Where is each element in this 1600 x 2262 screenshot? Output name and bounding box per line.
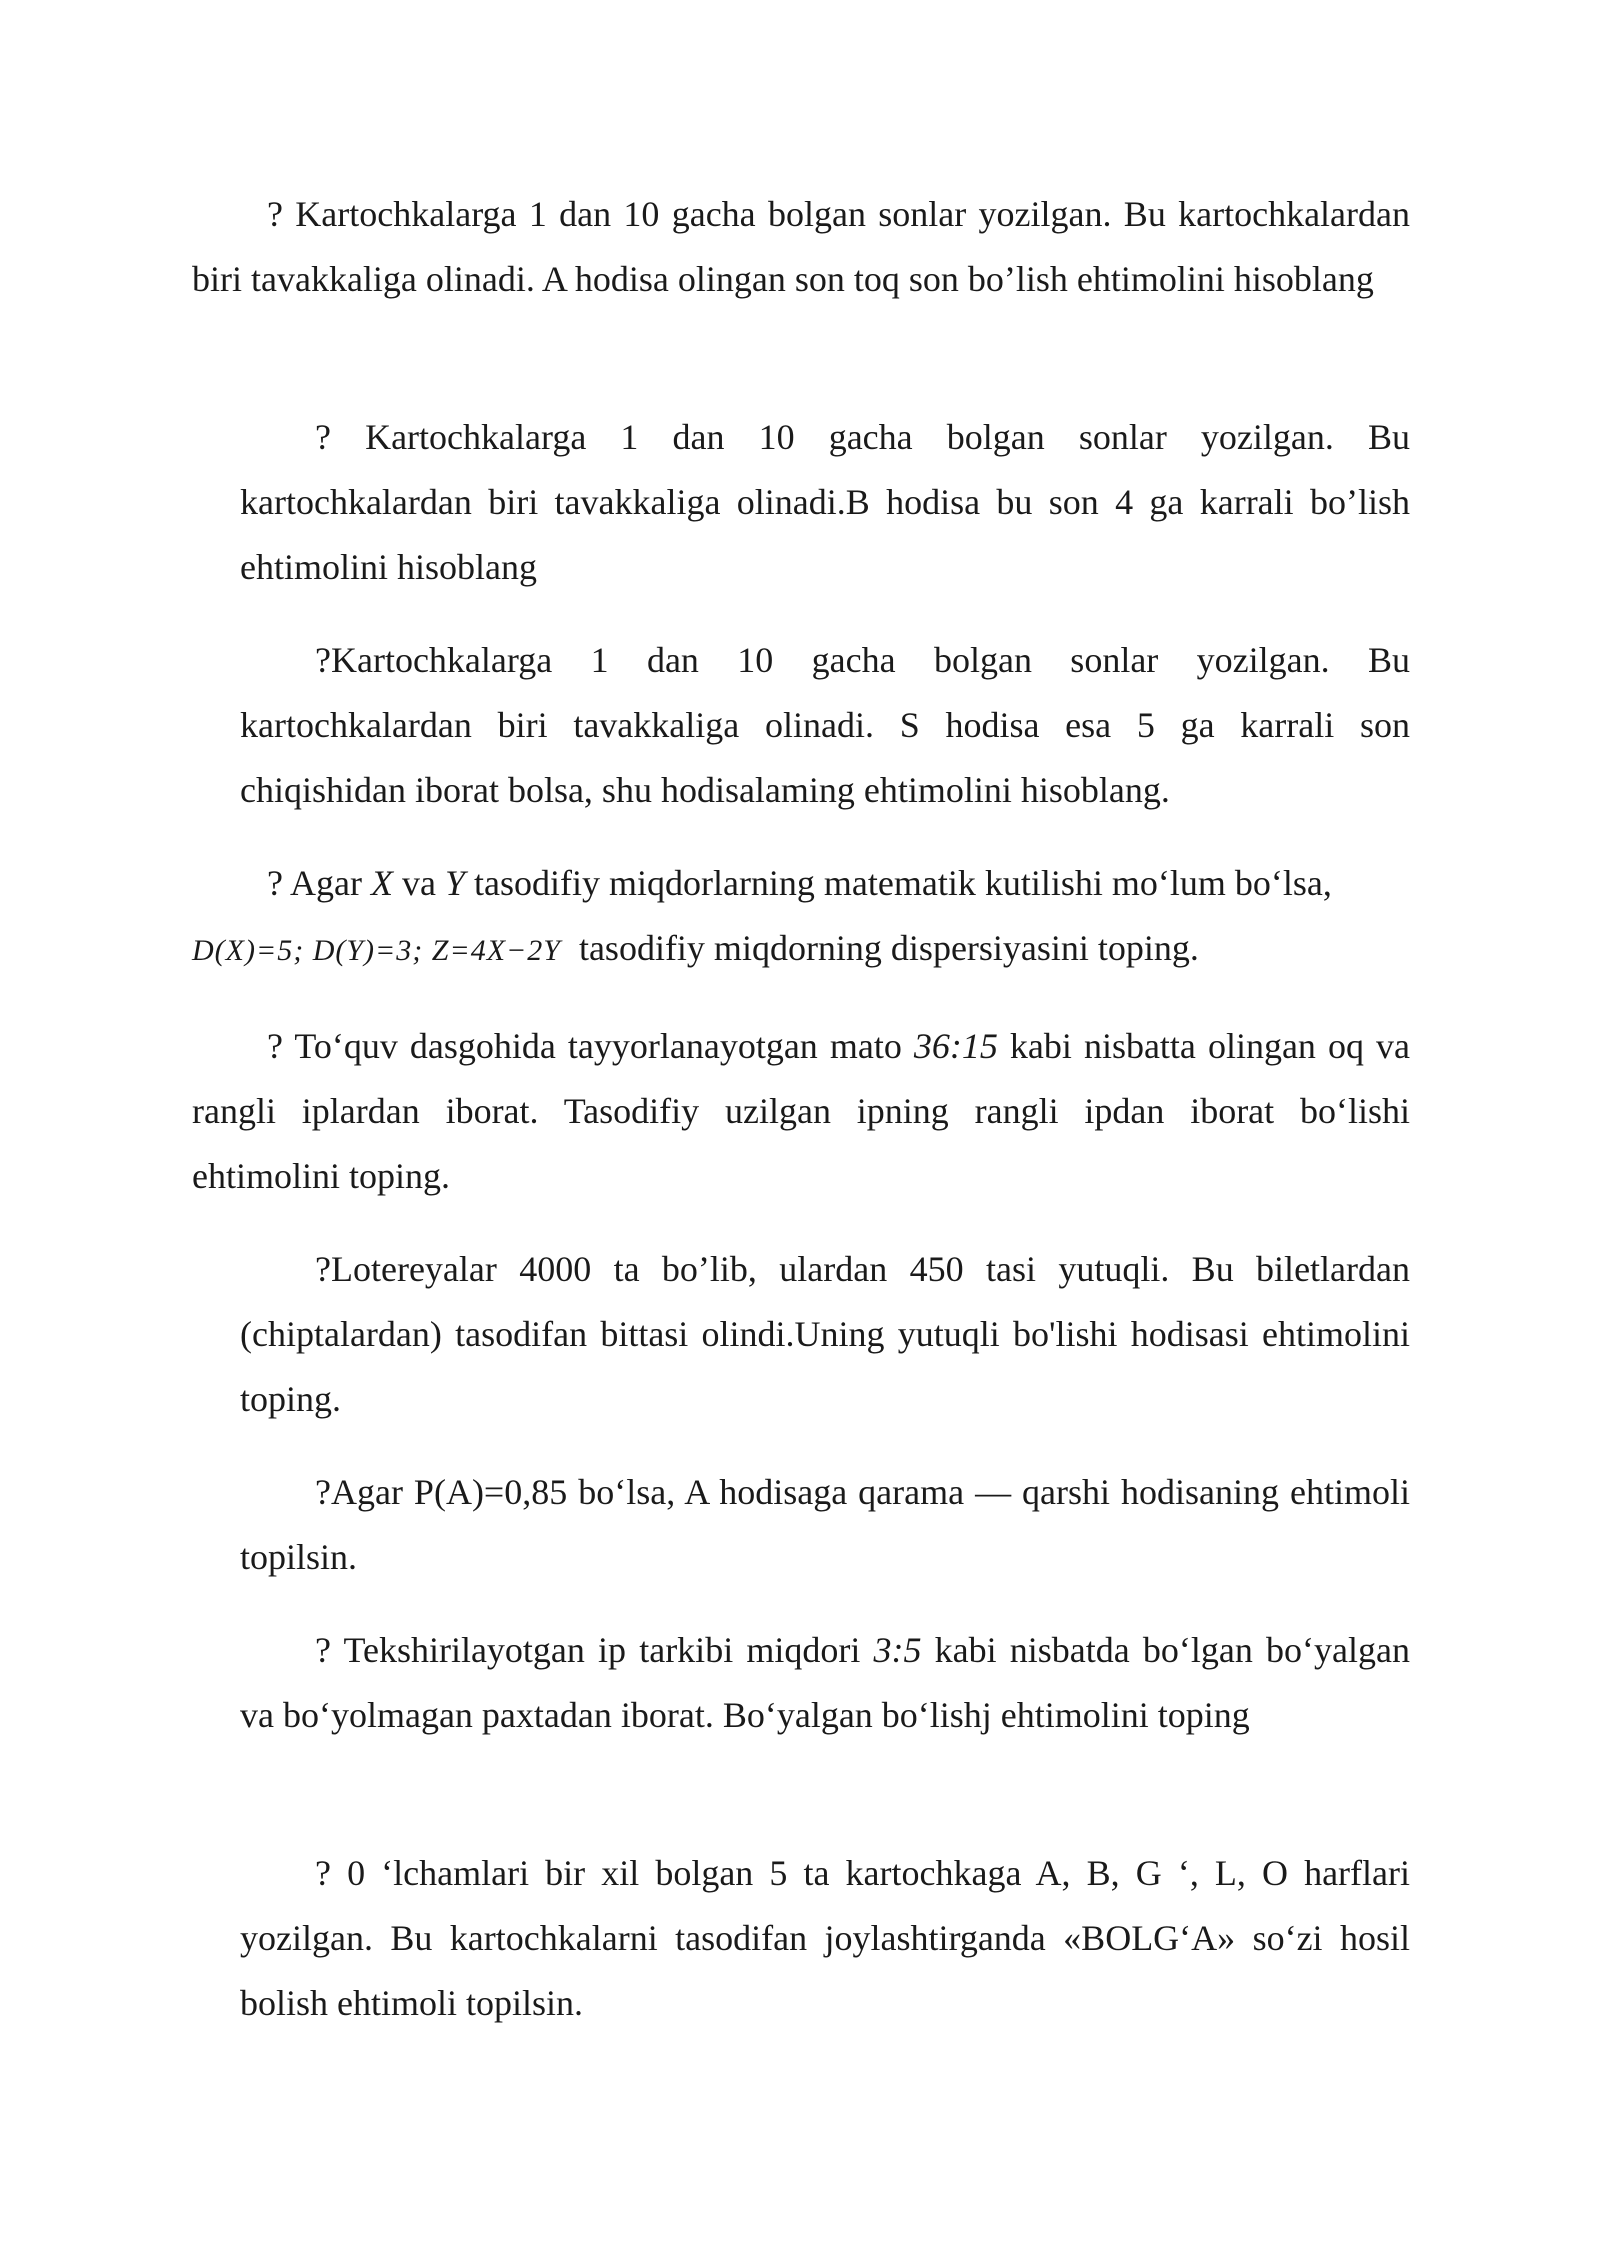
- question-4: [192, 851, 1410, 983]
- question-text: ? 0 ‘lchamlari bir xil bolgan 5 ta kartochkaga A, B, G ‘, L, O harflari yozilgan. Bu kartochkalarni tasodifan joylashtirganda «BOLG‘A» so‘zi hosil bolish ehtimoli topilsin.: [240, 1853, 1410, 2023]
- variable-x: X: [370, 863, 393, 903]
- question-text: va: [392, 863, 445, 903]
- question-text: ?Kartochkalarga 1 dan 10 gacha bolgan sonlar yozilgan. Bu kartochkalardan biri tavakkaliga olinadi. S hodisa esa 5 ga karrali son chiqishidan iborat bolsa, shu hodisalaming ehtimolini hisoblang.: [240, 640, 1410, 810]
- question-text: kabi nisbatda bo‘lgan bo‘yalgan va bo‘yolmagan paxtadan iborat. Bo‘yalgan bo‘lishj ehtimolini toping: [240, 1630, 1410, 1735]
- question-text: ? Agar: [267, 863, 371, 903]
- question-2: [240, 405, 1410, 600]
- question-6: [240, 1237, 1410, 1432]
- question-3: [240, 628, 1410, 823]
- question-text: ?Agar P(A)=0,85 bo‘lsa, A hodisaga qarama — qarshi hodisaning ehtimoli topilsin.: [240, 1472, 1410, 1577]
- question-text: kabi nisbatta olingan oq va rangli iplardan iborat. Tasodifiy uzilgan ipning rangli ipdan iborat bo‘lishi ehtimolini toping.: [192, 1026, 1411, 1196]
- ratio-value: 36:15: [913, 1026, 998, 1066]
- ratio-value: 3:5: [873, 1630, 922, 1670]
- question-text: ? Kartochkalarga 1 dan 10 gacha bolgan sonlar yozilgan. Bu kartochkalardan biri tavakkaliga olinadi.B hodisa bu son 4 ga karrali bo’lish ehtimolini hisoblang: [240, 417, 1410, 587]
- question-9: [240, 1841, 1410, 2036]
- variable-y: Y: [444, 863, 465, 903]
- question-7: [240, 1460, 1410, 1590]
- question-text: tasodifiy miqdorning dispersiyasini toping.: [578, 928, 1199, 968]
- question-text: ? Tekshirilayotgan ip tarkibi miqdori: [315, 1630, 874, 1670]
- question-text: ? To‘quv dasgohida tayyorlanayotgan mato: [267, 1026, 914, 1066]
- question-text: ? Kartochkalarga 1 dan 10 gacha bolgan sonlar yozilgan. Bu kartochkalardan biri tavakkaliga olinadi. A hodisa olingan son toq son bo’lish ehtimolini hisoblang: [192, 194, 1410, 299]
- question-text: tasodifiy miqdorlarning matematik kutilishi mo‘lum bo‘lsa,: [464, 863, 1332, 903]
- question-8: [240, 1618, 1410, 1748]
- question-1: [192, 182, 1410, 312]
- question-text: ?Lotereyalar 4000 ta bo’lib, ulardan 450 tasi yutuqli. Bu biletlardan (chiptalardan) tasodifan bittasi olindi.Uning yutuqli bo'lishi hodisasi ehtimolini toping.: [240, 1249, 1410, 1419]
- question-5: [192, 1014, 1410, 1209]
- formula: D(X)=5; D(Y)=3; Z=4X−2Y: [192, 934, 561, 967]
